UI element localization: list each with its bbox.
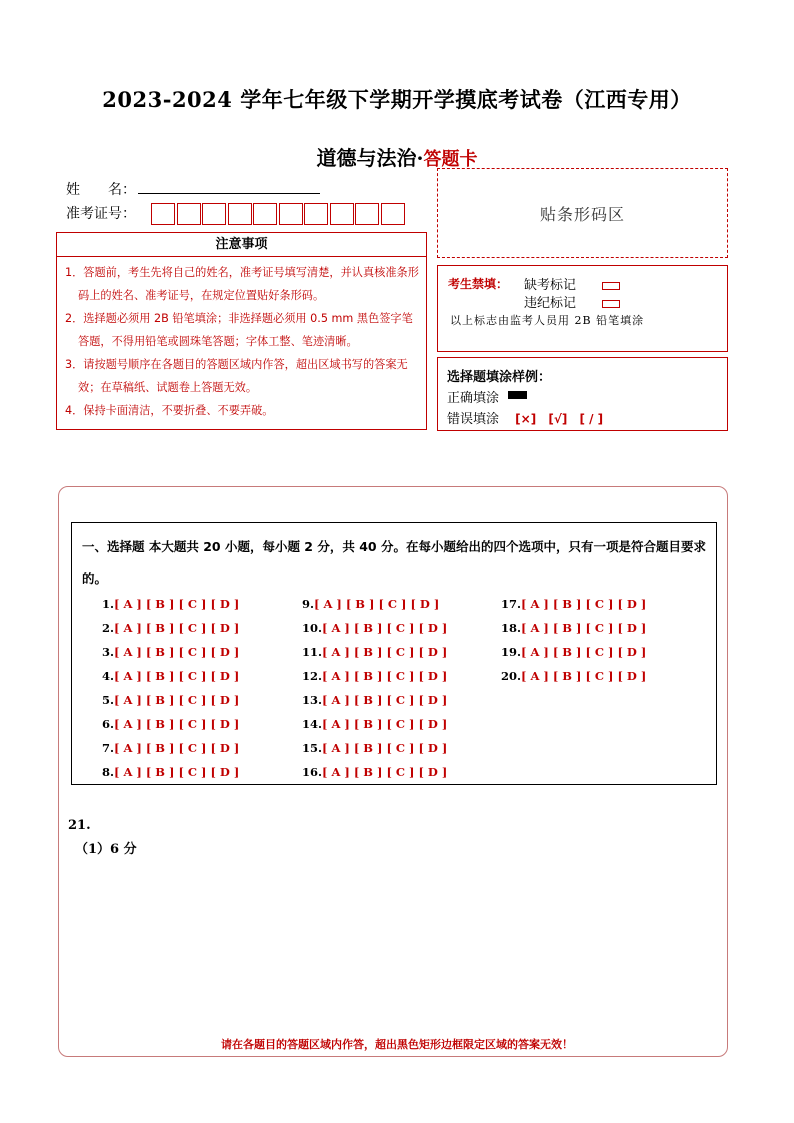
question-number: 15. <box>302 741 323 755</box>
exam-id-box[interactable] <box>330 203 354 225</box>
question-7[interactable] <box>102 741 239 755</box>
exam-id-box[interactable] <box>151 203 175 225</box>
exam-id-box[interactable] <box>177 203 201 225</box>
exam-title: 2023-2024 学年七年级下学期开学摸底考试卷（江西专用） <box>102 87 692 112</box>
question-number: 9. <box>302 597 315 611</box>
question-number: 17. <box>501 597 522 611</box>
question-10[interactable] <box>302 621 447 635</box>
question-number: 20. <box>501 669 522 683</box>
answer-options[interactable]: [ A ] [ B ] [ C ] [ D ] <box>322 741 448 755</box>
question-number: 13. <box>302 693 323 707</box>
exam-id-box[interactable] <box>202 203 226 225</box>
question-1[interactable] <box>102 597 239 611</box>
card-label: 答题卡 <box>423 149 478 170</box>
exam-id-box[interactable] <box>253 203 277 225</box>
question-number: 2. <box>102 621 115 635</box>
wrong-mark: [ / ] <box>579 412 604 426</box>
answer-options[interactable]: [ A ] [ B ] [ C ] [ D ] <box>322 645 448 659</box>
exam-id-box[interactable] <box>304 203 328 225</box>
question-5[interactable] <box>102 693 239 707</box>
sample-title: 选择题填涂样例： <box>447 370 552 385</box>
exam-id-box[interactable] <box>228 203 252 225</box>
answer-options[interactable]: [ A ] [ B ] [ C ] [ D ] <box>521 621 647 635</box>
question-13[interactable] <box>302 693 447 707</box>
question-number: 4. <box>102 669 115 683</box>
question-17[interactable] <box>501 597 646 611</box>
exam-id-box[interactable] <box>355 203 379 225</box>
answer-options[interactable]: [ A ] [ B ] [ C ] [ D ] <box>314 597 440 611</box>
question-2[interactable] <box>102 621 239 635</box>
multiple-choice-section <box>71 522 717 785</box>
notice-body <box>57 257 426 422</box>
question-20[interactable] <box>501 669 646 683</box>
answer-options[interactable]: [ A ] [ B ] [ C ] [ D ] <box>114 645 240 659</box>
forbid-box <box>437 265 728 352</box>
absent-mark-row <box>524 274 620 293</box>
answer-options[interactable]: [ A ] [ B ] [ C ] [ D ] <box>521 645 647 659</box>
question-number: 1. <box>102 597 115 611</box>
notice-title: 注意事项 <box>57 233 426 257</box>
answer-options[interactable]: [ A ] [ B ] [ C ] [ D ] <box>114 765 240 779</box>
question-14[interactable] <box>302 717 447 731</box>
subject-name: 道德与法治· <box>316 146 424 170</box>
answer-options[interactable]: [ A ] [ B ] [ C ] [ D ] <box>322 693 448 707</box>
question-number: 18. <box>501 621 522 635</box>
question-number: 5. <box>102 693 115 707</box>
exam-id-box[interactable] <box>381 203 405 225</box>
question-16[interactable] <box>302 765 447 779</box>
notice-item: 4．保持卡面清洁，不要折叠、不要弄破。 <box>65 404 274 417</box>
question-number: 7. <box>102 741 115 755</box>
absent-mark-box[interactable] <box>602 282 620 290</box>
barcode-area: 贴条形码区 <box>437 168 728 258</box>
answer-options[interactable]: [ A ] [ B ] [ C ] [ D ] <box>521 597 647 611</box>
forbid-title: 考生禁填： <box>448 277 509 291</box>
question-number: 8. <box>102 765 115 779</box>
subject-title <box>0 142 794 171</box>
question-number: 16. <box>302 765 323 779</box>
wrong-mark: [√] <box>548 412 568 426</box>
notice-item: 1．答题前，考生先将自己的姓名，准考证号填写清楚，并认真核准条形码上的姓名、准考证号，在规定位置贴好条形码。 <box>65 266 419 302</box>
question-number: 19. <box>501 645 522 659</box>
question-3[interactable] <box>102 645 239 659</box>
wrong-fill-row <box>447 408 603 427</box>
question-6[interactable] <box>102 717 239 731</box>
question-21-part1: （1）6 分 <box>75 842 137 857</box>
question-8[interactable] <box>102 765 239 779</box>
notice-box <box>56 232 427 430</box>
question-number: 12. <box>302 669 323 683</box>
wrong-mark: [×] <box>515 412 537 426</box>
answer-options[interactable]: [ A ] [ B ] [ C ] [ D ] <box>114 597 240 611</box>
forbid-note: 以上标志由监考人员用 2B 铅笔填涂 <box>450 314 645 327</box>
question-4[interactable] <box>102 669 239 683</box>
answer-options[interactable]: [ A ] [ B ] [ C ] [ D ] <box>114 621 240 635</box>
correct-fill-label: 正确填涂 <box>447 391 500 406</box>
question-18[interactable] <box>501 621 646 635</box>
name-label: 姓 名： <box>66 182 136 198</box>
answer-options[interactable]: [ A ] [ B ] [ C ] [ D ] <box>322 621 448 635</box>
answer-options[interactable]: [ A ] [ B ] [ C ] [ D ] <box>114 669 240 683</box>
answer-options[interactable]: [ A ] [ B ] [ C ] [ D ] <box>114 741 240 755</box>
question-9[interactable] <box>302 597 439 611</box>
answer-options[interactable]: [ A ] [ B ] [ C ] [ D ] <box>322 765 448 779</box>
violation-mark-row <box>524 292 620 311</box>
notice-item: 3．请按题号顺序在各题目的答题区域内作答，超出区域书写的答案无效；在草稿纸、试题卷上答题无效。 <box>65 358 408 394</box>
answer-options[interactable]: [ A ] [ B ] [ C ] [ D ] <box>114 693 240 707</box>
sample-box <box>437 357 728 431</box>
footer-warning: 请在各题目的答题区域内作答，超出黑色矩形边框限定区域的答案无效！ <box>221 1038 573 1051</box>
notice-item: 2．选择题必须用 2B 铅笔填涂；非选择题必须用 0.5 mm 黑色签字笔答题，不得用铅笔或圆珠笔答题；字体工整、笔迹清晰。 <box>65 312 413 348</box>
violation-mark-label: 违纪标记 <box>524 296 577 311</box>
question-number: 10. <box>302 621 323 635</box>
question-number: 3. <box>102 645 115 659</box>
question-15[interactable] <box>302 741 447 755</box>
answer-options[interactable]: [ A ] [ B ] [ C ] [ D ] <box>521 669 647 683</box>
question-number: 11. <box>302 645 323 659</box>
question-number: 14. <box>302 717 323 731</box>
answer-options[interactable]: [ A ] [ B ] [ C ] [ D ] <box>322 669 448 683</box>
question-number: 6. <box>102 717 115 731</box>
question-19[interactable] <box>501 645 646 659</box>
wrong-fill-label: 错误填涂 <box>447 412 500 427</box>
answer-options[interactable]: [ A ] [ B ] [ C ] [ D ] <box>322 717 448 731</box>
question-21-label: 21. <box>68 818 91 833</box>
exam-id-boxes <box>151 203 406 225</box>
section1-instructions: 一、选择题 本大题共 20 小题，每小题 2 分，共 40 分。在每小题给出的四个选项中，只有一项是符合题目要求的。 <box>82 539 706 586</box>
answer-options[interactable]: [ A ] [ B ] [ C ] [ D ] <box>114 717 240 731</box>
violation-mark-box[interactable] <box>602 300 620 308</box>
question-11[interactable] <box>302 645 447 659</box>
exam-id-box[interactable] <box>279 203 303 225</box>
absent-mark-label: 缺考标记 <box>524 278 577 293</box>
correct-fill-mark <box>508 391 527 399</box>
name-field[interactable] <box>138 193 320 194</box>
question-12[interactable] <box>302 669 447 683</box>
exam-id-label: 准考证号： <box>66 206 136 222</box>
